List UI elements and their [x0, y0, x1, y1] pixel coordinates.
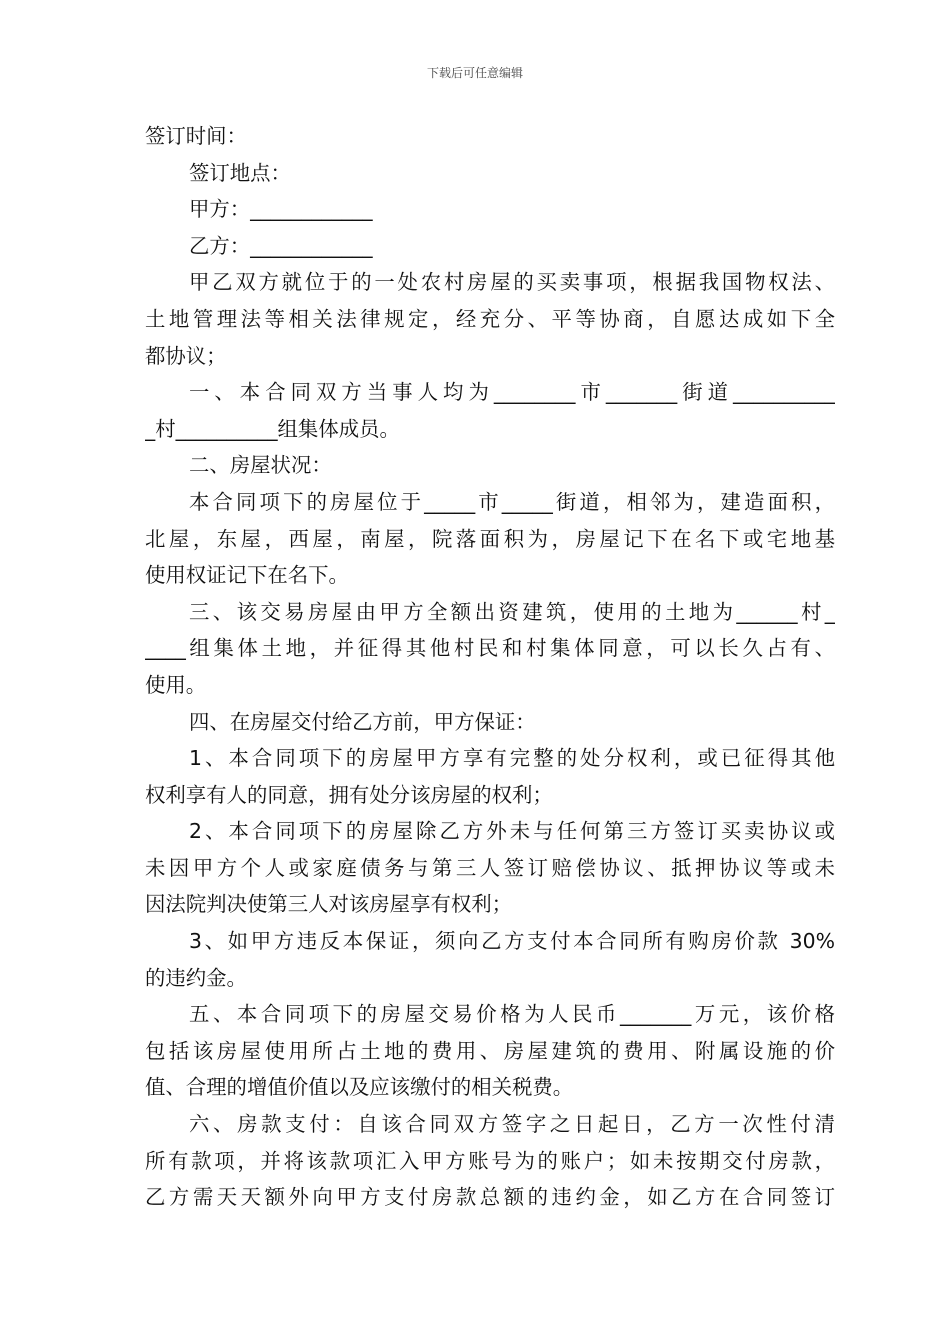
clause-3-line-2: ____组集体土地，并征得其他村民和村集体同意，可以长久占有、 — [145, 636, 835, 661]
clause-4-item-3-line-2: 的违约金。 — [145, 965, 247, 990]
clause-6-line-1: 六、房款支付：自该合同双方签字之日起日，乙方一次性付清 — [189, 1112, 835, 1137]
clause-4-item-1-line-2: 权利享有人的同意，拥有处分该房屋的权利； — [145, 782, 553, 807]
page-header: 下载后可任意编辑 — [426, 66, 523, 80]
preamble-line-3: 都协议； — [145, 343, 227, 368]
clause-1-line-2: _村__________组集体成员。 — [145, 416, 400, 441]
signing-time-line: 签订时间： — [145, 124, 247, 148]
party-b-line: 乙方：____________ — [189, 233, 373, 258]
clause-2-line-1: 本合同项下的房屋位于_____市_____街道，相邻为，建造面积， — [189, 489, 835, 514]
clause-6-line-2: 所有款项，并将该款项汇入甲方账号为的账户；如未按期交付房款， — [145, 1148, 835, 1173]
party-a-line: 甲方：____________ — [189, 197, 373, 222]
clause-4-item-2-line-1: 2、本合同项下的房屋除乙方外未与任何第三方签订买卖协议或 — [189, 819, 835, 844]
signing-place-line: 签订地点： — [189, 160, 291, 185]
clause-4-heading: 四、在房屋交付给乙方前，甲方保证： — [189, 709, 536, 734]
document-body — [145, 118, 835, 1216]
clause-2-line-2: 北屋，东屋，西屋，南屋，院落面积为，房屋记下在名下或宅地基 — [145, 526, 835, 551]
clause-2-heading: 二、房屋状况： — [189, 453, 332, 478]
clause-4-item-3-line-1: 3、如甲方违反本保证，须向乙方支付本合同所有购房价款 30% — [189, 929, 835, 954]
clause-5-line-2: 包括该房屋使用所占土地的费用、房屋建筑的费用、附属设施的价 — [145, 1038, 835, 1063]
preamble-line-1: 甲乙双方就位于的一处农村房屋的买卖事项，根据我国物权法、 — [189, 270, 835, 295]
clause-2-line-3: 使用权证记下在名下。 — [145, 563, 349, 588]
preamble-line-2: 土地管理法等相关法律规定，经充分、平等协商，自愿达成如下全 — [145, 306, 835, 331]
clause-4-item-1-line-1: 1、本合同项下的房屋甲方享有完整的处分权利，或已征得其他 — [189, 746, 835, 771]
clause-4-item-2-line-2: 未因甲方个人或家庭债务与第三人签订赔偿协议、抵押协议等或未 — [145, 855, 835, 880]
clause-4-item-2-line-3: 因法院判决使第三人对该房屋享有权利； — [145, 892, 513, 917]
clause-6-line-3: 乙方需天天额外向甲方支付房款总额的违约金，如乙方在合同签订 — [145, 1185, 835, 1210]
clause-5-line-1: 五、本合同项下的房屋交易价格为人民币_______万元，该价格 — [189, 1002, 835, 1027]
clause-1-line-1: 一、本合同双方当事人均为________市_______街道__________ — [189, 380, 835, 405]
clause-3-line-1: 三、该交易房屋由甲方全额出资建筑，使用的土地为______村_ — [189, 599, 835, 624]
clause-5-line-3: 值、合理的增值价值以及应该缴付的相关税费。 — [145, 1075, 574, 1100]
clause-3-line-3: 使用。 — [145, 672, 207, 697]
